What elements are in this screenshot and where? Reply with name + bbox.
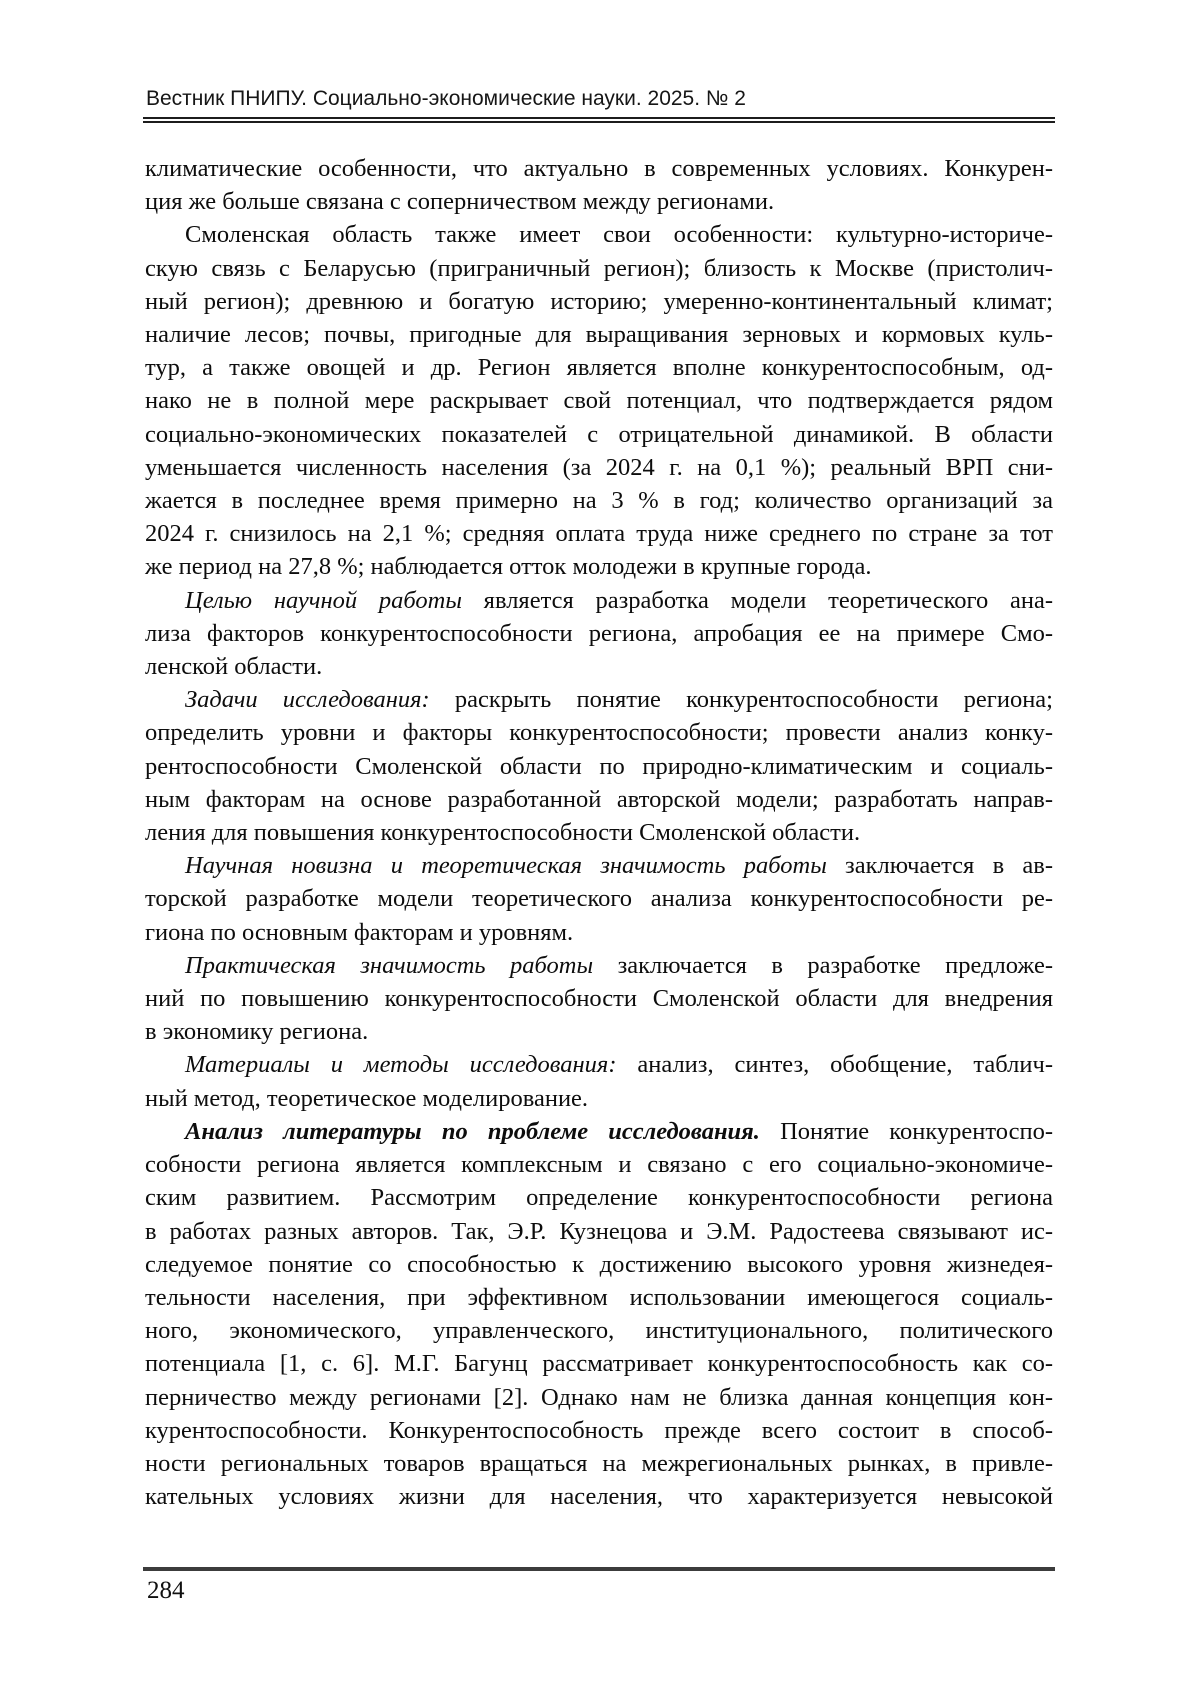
regular-text: Понятие конкурентоспо-: [759, 1117, 1053, 1145]
regular-text: анализ, синтез, обобщение, таблич-: [616, 1051, 1053, 1079]
bold-italic-text: Анализ литературы по проблеме исследования.: [185, 1117, 760, 1145]
text-line: [145, 318, 1053, 351]
body-text: [145, 152, 1053, 1513]
regular-text: является разработка модели теоретического ана-: [461, 586, 1053, 614]
regular-text: нако не в полной мере раскрывает свой потенциал, что подтверждается рядом: [145, 387, 1053, 415]
regular-text: социально-экономических показателей с отрицательной динамикой. В области: [145, 420, 1053, 448]
text-line: [145, 1447, 1053, 1480]
regular-text: в экономику региона.: [145, 1018, 369, 1046]
regular-text: уменьшается численность населения (за 2024 г. на 0,1 %); реальный ВРП сни-: [145, 453, 1053, 481]
paragraph: [145, 584, 1053, 684]
regular-text: в работах разных авторов. Так, Э.Р. Кузнецова и Э.М. Радостеева связывают ис-: [145, 1217, 1053, 1245]
page-number: 284: [147, 1577, 185, 1604]
regular-text: тур, а также овощей и др. Регион является вполне конкурентоспособным, од-: [145, 354, 1053, 382]
regular-text: скую связь с Беларусью (приграничный регион); близость к Москве (пристолич-: [145, 254, 1053, 282]
regular-text: ным факторам на основе разработанной авторской модели; разработать направ-: [145, 785, 1053, 813]
regular-text: кательных условиях жизни для населения, что характеризуется невысокой: [145, 1483, 1053, 1511]
paragraph: [145, 152, 1053, 218]
regular-text: раскрыть понятие конкурентоспособности региона;: [429, 686, 1053, 714]
text-line: [145, 218, 1053, 251]
text-line: [145, 1181, 1053, 1214]
italic-text: Практическая значимость работы: [185, 951, 594, 979]
paragraph: [145, 949, 1053, 1049]
journal-header: Вестник ПНИПУ. Социально-экономические науки. 2025. № 2: [146, 87, 746, 110]
text-line: [145, 1314, 1053, 1347]
regular-text: ный регион); древнюю и богатую историю; умеренно-континентальный климат;: [145, 287, 1053, 315]
text-line: [145, 1414, 1053, 1447]
text-line: [145, 1082, 1053, 1115]
text-line: [145, 1248, 1053, 1281]
regular-text: заключается в разработке предложе-: [593, 951, 1053, 979]
regular-text: лиза факторов конкурентоспособности региона, апробация ее на примере Смо-: [145, 619, 1053, 647]
text-line: [145, 617, 1053, 650]
text-line: [145, 152, 1053, 185]
text-line: [145, 1347, 1053, 1380]
text-line: [145, 484, 1053, 517]
text-line: [145, 650, 1053, 683]
regular-text: ским развитием. Рассмотрим определение конкурентоспособности региона: [145, 1184, 1053, 1212]
regular-text: тельности населения, при эффективном использовании имеющегося социаль-: [145, 1283, 1053, 1311]
regular-text: Смоленская область также имеет свои особенности: культурно-историче-: [185, 221, 1053, 249]
text-line: [145, 351, 1053, 384]
paragraph: [145, 218, 1053, 583]
text-line: [145, 982, 1053, 1015]
italic-text: Научная новизна и теоретическая значимость работы: [185, 852, 827, 880]
regular-text: определить уровни и факторы конкурентоспособности; провести анализ конку-: [145, 719, 1053, 747]
text-line: [145, 1115, 1053, 1148]
regular-text: жается в последнее время примерно на 3 % в год; количество организаций за: [145, 487, 1053, 515]
text-line: [145, 517, 1053, 550]
regular-text: ности региональных товаров вращаться на межрегиональных рынках, в привле-: [145, 1449, 1053, 1477]
text-line: [145, 1215, 1053, 1248]
regular-text: следуемое понятие со способностью к достижению высокого уровня жизнедея-: [145, 1250, 1053, 1278]
regular-text: перничество между регионами [2]. Однако нам не близка данная концепция кон-: [145, 1383, 1053, 1411]
text-line: [145, 1015, 1053, 1048]
text-line: [145, 1148, 1053, 1181]
text-line: [145, 816, 1053, 849]
regular-text: же период на 27,8 %; наблюдается отток молодежи в крупные города.: [145, 553, 872, 581]
paragraph: [145, 1115, 1053, 1513]
text-line: [145, 783, 1053, 816]
text-line: [145, 584, 1053, 617]
text-line: [145, 949, 1053, 982]
italic-text: Целью научной работы: [185, 586, 462, 614]
text-line: [145, 1281, 1053, 1314]
regular-text: потенциала [1, с. 6]. М.Г. Багунц рассматривает конкурентоспособность как со-: [145, 1350, 1053, 1378]
regular-text: ления для повышения конкурентоспособности Смоленской области.: [145, 819, 861, 847]
regular-text: ция же больше связана с соперничеством между регионами.: [145, 188, 775, 216]
text-line: [145, 683, 1053, 716]
regular-text: гиона по основным факторам и уровням.: [145, 918, 574, 946]
regular-text: 2024 г. снизилось на 2,1 %; средняя оплата труда ниже среднего по стране за тот: [145, 520, 1053, 548]
paragraph: [145, 683, 1053, 849]
text-line: [145, 418, 1053, 451]
regular-text: ный метод, теоретическое моделирование.: [145, 1084, 589, 1112]
paragraph: [145, 849, 1053, 949]
text-line: [145, 1048, 1053, 1081]
regular-text: климатические особенности, что актуально в современных условиях. Конкурен-: [145, 155, 1053, 182]
text-line: [145, 252, 1053, 285]
text-line: [145, 750, 1053, 783]
text-line: [145, 1480, 1053, 1513]
footer-rule: [143, 1567, 1055, 1571]
header-rule: [143, 117, 1055, 123]
regular-text: ний по повышению конкурентоспособности Смоленской области для внедрения: [145, 985, 1053, 1013]
regular-text: торской разработке модели теоретического анализа конкурентоспособности ре-: [145, 885, 1053, 913]
paragraph: [145, 1048, 1053, 1114]
italic-text: Задачи исследования:: [185, 686, 430, 714]
regular-text: курентоспособности. Конкурентоспособность прежде всего состоит в способ-: [145, 1416, 1053, 1444]
text-line: [145, 1381, 1053, 1414]
text-line: [145, 882, 1053, 915]
text-line: [145, 550, 1053, 583]
regular-text: ного, экономического, управленческого, институционального, политического: [145, 1317, 1053, 1345]
regular-text: заключается в ав-: [826, 852, 1053, 880]
italic-text: Материалы и методы исследования:: [185, 1051, 617, 1079]
regular-text: собности региона является комплексным и связано с его социально-экономиче-: [145, 1151, 1053, 1179]
text-line: [145, 384, 1053, 417]
text-line: [145, 285, 1053, 318]
text-line: [145, 916, 1053, 949]
regular-text: ленской области.: [145, 653, 323, 681]
text-line: [145, 451, 1053, 484]
regular-text: наличие лесов; почвы, пригодные для выращивания зерновых и кормовых куль-: [145, 321, 1053, 349]
text-line: [145, 185, 1053, 218]
text-line: [145, 716, 1053, 749]
text-line: [145, 849, 1053, 882]
regular-text: рентоспособности Смоленской области по природно-климатическим и социаль-: [145, 752, 1053, 780]
